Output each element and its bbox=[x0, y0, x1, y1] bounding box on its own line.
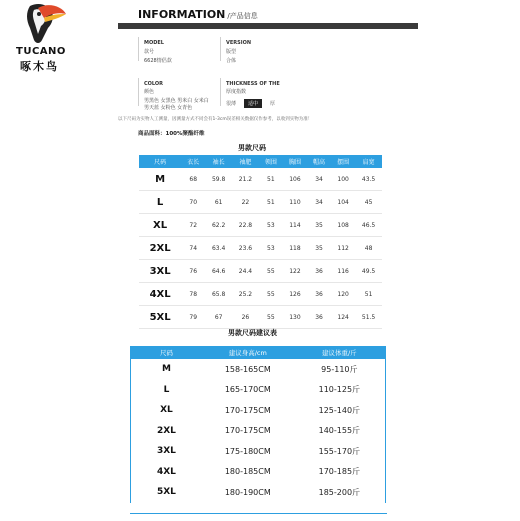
version-label-cn: 版型 bbox=[226, 49, 237, 55]
table-cell: 35 bbox=[307, 237, 331, 260]
info-divider bbox=[220, 37, 221, 61]
table-cell: 185-200斤 bbox=[318, 487, 361, 497]
size-table-header-cell: 袖肥 bbox=[232, 155, 259, 168]
size-cell: 5XL bbox=[156, 487, 176, 498]
size-cell: 4XL bbox=[139, 283, 181, 306]
table-cell: 62.2 bbox=[205, 214, 232, 237]
info-divider-bar bbox=[118, 23, 418, 29]
table-cell: 51 bbox=[355, 283, 382, 306]
size-table-header bbox=[139, 155, 382, 168]
brand-name-cn: 啄木鸟 bbox=[20, 60, 59, 73]
table-cell: 140-155斤 bbox=[318, 426, 361, 436]
size-table-header-cell: 领围 bbox=[259, 155, 283, 168]
table-cell: 51 bbox=[259, 191, 283, 214]
table-cell: 170-175CM bbox=[224, 405, 271, 415]
table-row bbox=[131, 482, 386, 503]
table-row bbox=[139, 191, 382, 214]
table-cell: 170-175CM bbox=[224, 426, 271, 436]
table-cell: 22 bbox=[232, 191, 259, 214]
model-label: MODEL bbox=[144, 40, 164, 46]
table-cell: 22.8 bbox=[232, 214, 259, 237]
table-cell: 67 bbox=[205, 306, 232, 329]
rec-table-header-cell: 建议体重/斤 bbox=[294, 346, 386, 359]
size-table-header-cell: 衣长 bbox=[181, 155, 205, 168]
size-cell: M bbox=[161, 364, 171, 375]
table-row bbox=[139, 306, 382, 329]
size-table-header-cell: 帽高 bbox=[307, 155, 331, 168]
table-row bbox=[139, 168, 382, 191]
table-cell: 55 bbox=[259, 283, 283, 306]
thickness-option: 厚 bbox=[270, 101, 276, 107]
size-cell: L bbox=[163, 384, 170, 395]
color-label-cn: 颜色 bbox=[144, 89, 155, 95]
colors-line-2: 男天蓝 女粉色 女青色 bbox=[144, 105, 193, 111]
table-cell: 126 bbox=[283, 283, 307, 306]
table-cell: 95-110斤 bbox=[321, 364, 358, 374]
table-cell: 130 bbox=[283, 306, 307, 329]
model-value: 6628情侣款 bbox=[144, 58, 172, 64]
table-cell: 34 bbox=[307, 191, 331, 214]
table-cell: 53 bbox=[259, 237, 283, 260]
table-cell: 76 bbox=[181, 260, 205, 283]
table-cell: 78 bbox=[181, 283, 205, 306]
size-table-header-cell: 袖长 bbox=[205, 155, 232, 168]
brand-name-en: TUCANO bbox=[16, 46, 66, 57]
measurement-notice: 以下尺码为实物人工测量，因测量方式不同会有1-3cm误差相关数据仅作参考，以收到实物为准！ bbox=[118, 117, 313, 122]
info-heading bbox=[138, 8, 258, 21]
table-cell: 122 bbox=[283, 260, 307, 283]
info-divider bbox=[138, 78, 139, 106]
table-cell: 46.5 bbox=[355, 214, 382, 237]
table-cell: 180-185CM bbox=[224, 467, 271, 477]
table-row bbox=[139, 260, 382, 283]
size-table-title: 男款尺码 bbox=[238, 144, 266, 152]
size-table-header-cell: 胸围 bbox=[283, 155, 307, 168]
info-divider bbox=[138, 37, 139, 61]
size-table bbox=[139, 155, 382, 329]
info-heading-cn: /产品信息 bbox=[227, 12, 258, 20]
table-cell: 53 bbox=[259, 214, 283, 237]
table-cell: 74 bbox=[181, 237, 205, 260]
size-cell: XL bbox=[160, 405, 173, 416]
size-table-header-cell: 肩宽 bbox=[355, 155, 382, 168]
table-cell: 63.4 bbox=[205, 237, 232, 260]
table-cell: 64.6 bbox=[205, 260, 232, 283]
table-cell: 175-180CM bbox=[224, 446, 271, 456]
size-cell: 2XL bbox=[139, 237, 181, 260]
model-label-cn: 款号 bbox=[144, 49, 155, 55]
table-cell: 51.5 bbox=[355, 306, 382, 329]
rec-table-title: 男款尺码建议表 bbox=[228, 329, 277, 337]
version-value: 合体 bbox=[226, 58, 237, 64]
table-cell: 61 bbox=[205, 191, 232, 214]
table-cell: 125-140斤 bbox=[318, 405, 361, 415]
table-row bbox=[131, 462, 386, 483]
table-row bbox=[139, 214, 382, 237]
table-cell: 26 bbox=[232, 306, 259, 329]
table-cell: 120 bbox=[331, 283, 355, 306]
info-heading-en: INFORMATION bbox=[138, 8, 226, 21]
table-cell: 124 bbox=[331, 306, 355, 329]
table-cell: 116 bbox=[331, 260, 355, 283]
info-divider bbox=[220, 78, 221, 106]
table-cell: 165-170CM bbox=[224, 385, 271, 395]
size-cell: 3XL bbox=[156, 446, 176, 457]
table-cell: 35 bbox=[307, 214, 331, 237]
size-cell: 2XL bbox=[156, 425, 176, 436]
table-cell: 180-190CM bbox=[224, 487, 271, 497]
rec-table-header-cell: 建议身高/cm bbox=[202, 346, 294, 359]
fabric-info: 商品面料：100%聚酯纤维 bbox=[138, 131, 205, 137]
table-row bbox=[139, 237, 382, 260]
rec-table-header bbox=[131, 346, 386, 359]
table-cell: 118 bbox=[283, 237, 307, 260]
table-row bbox=[139, 283, 382, 306]
table-cell: 72 bbox=[181, 214, 205, 237]
table-cell: 112 bbox=[331, 237, 355, 260]
size-cell: 3XL bbox=[139, 260, 181, 283]
size-table-header-cell: 尺码 bbox=[139, 155, 181, 168]
table-cell: 110-125斤 bbox=[318, 385, 361, 395]
table-cell: 100 bbox=[331, 168, 355, 191]
table-cell: 106 bbox=[283, 168, 307, 191]
table-cell: 51 bbox=[259, 168, 283, 191]
table-row bbox=[131, 421, 386, 442]
version-label: VERSION bbox=[226, 40, 252, 46]
table-cell: 170-185斤 bbox=[318, 467, 361, 477]
table-cell: 36 bbox=[307, 306, 331, 329]
thickness-label: THICKNESS OF THE bbox=[226, 81, 280, 87]
size-cell: 4XL bbox=[156, 466, 176, 477]
size-cell: L bbox=[139, 191, 181, 214]
size-cell: XL bbox=[139, 214, 181, 237]
table-cell: 68 bbox=[181, 168, 205, 191]
table-cell: 21.2 bbox=[232, 168, 259, 191]
table-cell: 48 bbox=[355, 237, 382, 260]
rec-table-body bbox=[131, 359, 386, 503]
table-cell: 79 bbox=[181, 306, 205, 329]
table-row bbox=[131, 380, 386, 401]
table-cell: 23.6 bbox=[232, 237, 259, 260]
table-cell: 36 bbox=[307, 260, 331, 283]
size-table-body bbox=[139, 168, 382, 329]
table-cell: 110 bbox=[283, 191, 307, 214]
thickness-option-selected: 适中 bbox=[244, 99, 262, 108]
table-cell: 104 bbox=[331, 191, 355, 214]
table-cell: 158-165CM bbox=[224, 364, 271, 374]
thickness-option: 很薄 bbox=[226, 101, 237, 107]
size-cell: M bbox=[139, 168, 181, 191]
thickness-label-cn: 厚度指数 bbox=[226, 89, 247, 95]
table-cell: 34 bbox=[307, 168, 331, 191]
thickness-scale bbox=[226, 99, 275, 108]
color-label: COLOR bbox=[144, 81, 164, 87]
table-cell: 45 bbox=[355, 191, 382, 214]
size-table-header-cell: 摆围 bbox=[331, 155, 355, 168]
table-cell: 59.8 bbox=[205, 168, 232, 191]
table-row bbox=[131, 359, 386, 380]
size-cell: 5XL bbox=[139, 306, 181, 329]
table-cell: 49.5 bbox=[355, 260, 382, 283]
table-cell: 114 bbox=[283, 214, 307, 237]
table-row bbox=[131, 400, 386, 421]
table-cell: 36 bbox=[307, 283, 331, 306]
table-row bbox=[131, 441, 386, 462]
table-cell: 55 bbox=[259, 306, 283, 329]
table-cell: 65.8 bbox=[205, 283, 232, 306]
table-cell: 70 bbox=[181, 191, 205, 214]
table-cell: 55 bbox=[259, 260, 283, 283]
table-cell: 43.5 bbox=[355, 168, 382, 191]
colors-line-1: 男黑色 女黑色 男米白 女米白 bbox=[144, 98, 209, 104]
table-cell: 24.4 bbox=[232, 260, 259, 283]
recommendation-table bbox=[130, 346, 386, 503]
table-cell: 108 bbox=[331, 214, 355, 237]
table-cell: 155-170斤 bbox=[318, 446, 361, 456]
rec-table-header-cell: 尺码 bbox=[131, 346, 202, 359]
table-cell: 25.2 bbox=[232, 283, 259, 306]
